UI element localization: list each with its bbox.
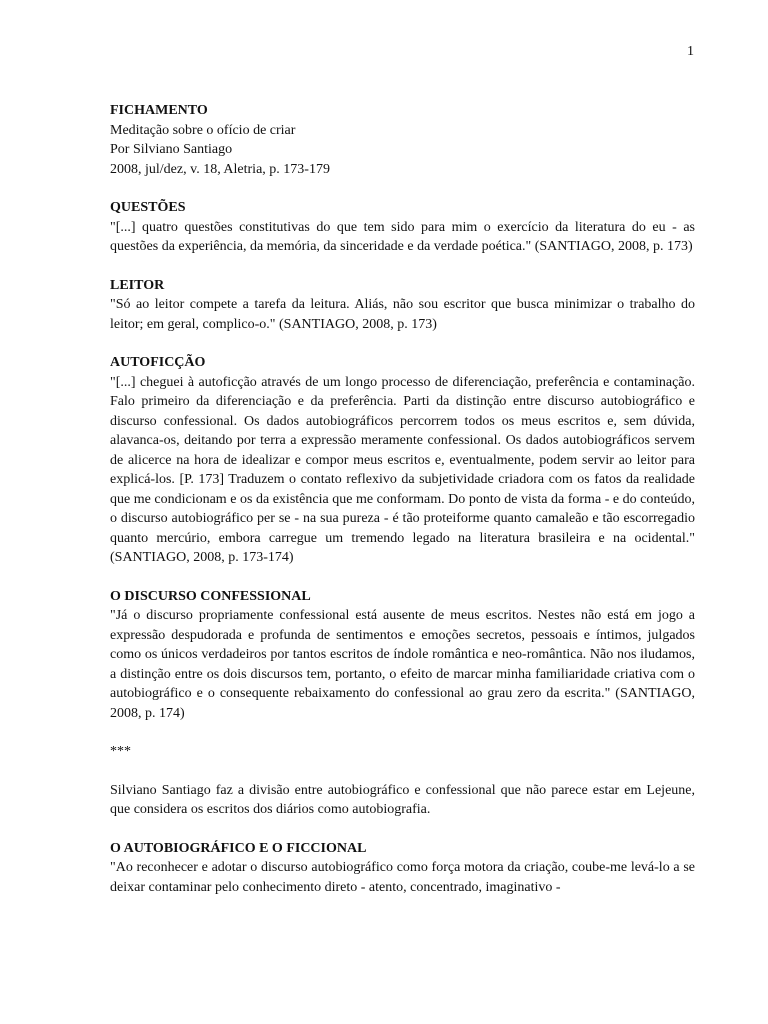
commentary-block [110,781,695,820]
section-autobiografico-ficcional [110,839,695,898]
section-quote: "Já o discurso propriamente confessional está ausente de meus escritos. Nestes não está em jogo a expressão despudorada e profunda de sentimentos e emoções secretos, pessoais e íntimos, julgados como os únicos verdadeiros por tantos escritos de índole romântica e neo-romântica. Não nos iludamos, a distinção entre os dois discursos tem, portanto, o efeito de marcar minha familiaridade criativa com o autobiográfico e o consequente rebaixamento do confessional ao grau zero da escrita." (SANTIAGO, 2008, p. 174) [110,608,695,721]
work-title: Meditação sobre o ofício de criar [110,122,296,138]
document-body [110,101,695,916]
section-heading: LEITOR [110,277,165,293]
author-line: Por Silviano Santiago [110,142,233,157]
section-autoficcao [110,353,695,568]
section-questoes [110,198,695,257]
section-heading: O DISCURSO CONFESSIONAL [110,588,311,604]
section-heading: O AUTOBIOGRÁFICO E O FICCIONAL [110,840,367,856]
section-quote: "[...] quatro questões constitutivas do que tem sido para mim o exercício da literatura do eu - as questões da experiência, da memória, da sinceridade e da verdade poética." (SANTIAGO, 2008, p. 173) [110,219,695,254]
header-block [110,101,695,179]
section-quote: "Ao reconhecer e adotar o discurso autobiográfico como força motora da criação, coube-me levá-lo a se deixar contaminar pelo conhecimento direto - atento, concentrado, imaginativo - [110,860,695,895]
section-leitor [110,276,695,335]
commentary-text: Silviano Santiago faz a divisão entre autobiográfico e confessional que não parece estar em Lejeune, que considera os escritos dos diários como autobiografia. [110,782,695,817]
document-title: FICHAMENTO [110,103,208,118]
section-quote: "[...] cheguei à autoficção através de um longo processo de diferenciação, preferência e contaminação. Falo primeiro da diferenciação e da preferência. Parti da distinção entre discurso autobiográfico e discurso confessional. Os dados autobiográficos percorrem todos os meus escritos e, sem dúvida, alavanca-os, deitando por terra a expressão meramente confessional. Os dados autobiográficos servem de alicerce na hora de idealizar e compor meus escritos e, eventualmente, podem servir ao leitor para explicá-los. [P. 173] Traduzem o contato reflexivo da subjetividade criadora com os fatos da realidade que me condicionam e os da existência que me conformam. Do ponto de vista da forma - e do conteúdo, o discurso autobiográfico per se - na sua pureza - é tão proteiforme quanto camaleão e tão escorregadio quanto mercúrio, embora carregue um tremendo legado na literatura brasileira e na ocidental." (SANTIAGO, 2008, p. 173-174) [110,374,695,565]
section-heading: QUESTÕES [110,200,186,215]
section-discurso-confessional [110,587,695,724]
separator: *** [110,744,131,759]
section-quote: "Só ao leitor compete a tarefa da leitura. Aliás, não sou escritor que busca minimizar o trabalho do leitor; em geral, complico-o." (SANTIAGO, 2008, p. 173) [110,297,695,332]
separator-block [110,742,695,762]
publication-reference: 2008, jul/dez, v. 18, Aletria, p. 173-179 [110,161,330,177]
page-number: 1 [687,44,694,59]
section-heading: AUTOFICÇÃO [110,355,206,370]
